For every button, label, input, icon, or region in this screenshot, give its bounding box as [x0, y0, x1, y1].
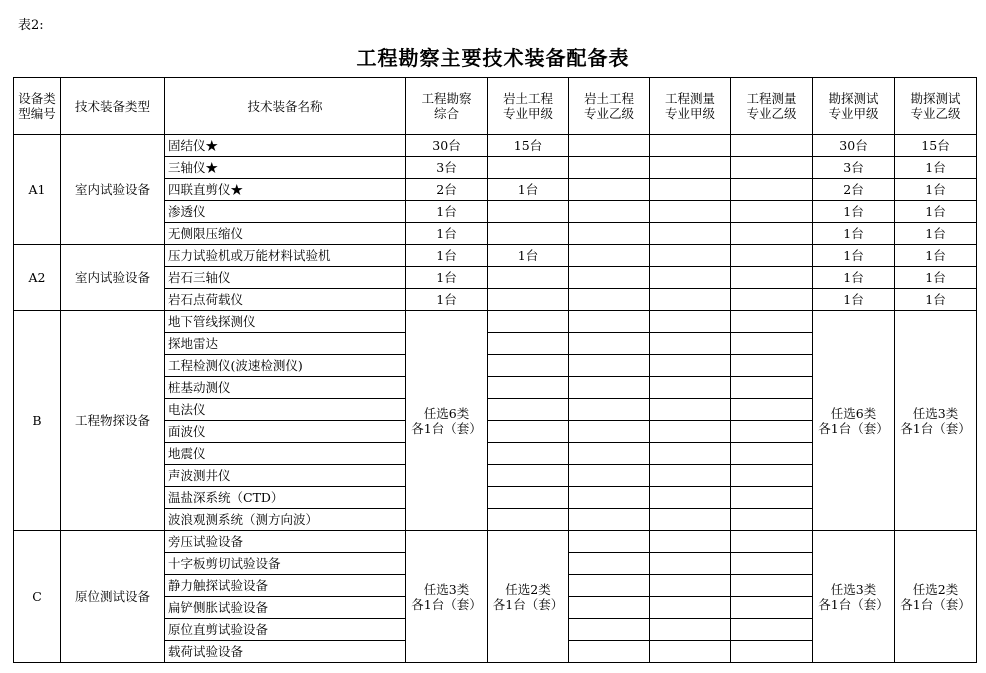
quantity-cell: [488, 333, 569, 355]
quantity-cell: [731, 333, 813, 355]
quantity-cell: 1台: [895, 245, 977, 267]
quantity-cell: [650, 223, 731, 245]
group-type-cell: 工程物探设备: [61, 311, 165, 531]
quantity-cell: [731, 377, 813, 399]
quantity-cell: [650, 245, 731, 267]
quantity-cell: [650, 179, 731, 201]
quantity-cell: [731, 465, 813, 487]
quantity-cell: [731, 597, 813, 619]
table-body: [14, 135, 977, 663]
quantity-cell: [569, 267, 650, 289]
quantity-cell: [650, 157, 731, 179]
header-cell: 工程测量 专业乙级: [731, 78, 813, 135]
quantity-cell: [650, 597, 731, 619]
quantity-cell: 30台: [813, 135, 895, 157]
quantity-cell: 任选3类 各1台（套）: [813, 531, 895, 663]
equipment-name-cell: 压力试验机或万能材料试验机: [165, 245, 406, 267]
quantity-cell: [731, 267, 813, 289]
group-code-cell: B: [14, 311, 61, 531]
quantity-cell: [650, 333, 731, 355]
equipment-name-cell: 扁铲侧胀试验设备: [165, 597, 406, 619]
quantity-cell: [650, 421, 731, 443]
quantity-cell: 3台: [406, 157, 488, 179]
header-cell: 勘探测试 专业乙级: [895, 78, 977, 135]
header-row: [14, 78, 977, 135]
quantity-cell: [731, 619, 813, 641]
equipment-name-cell: 地下管线探测仪: [165, 311, 406, 333]
table-row: [14, 531, 977, 553]
quantity-cell: [650, 487, 731, 509]
quantity-cell: 3台: [813, 157, 895, 179]
quantity-cell: 1台: [895, 289, 977, 311]
quantity-cell: 1台: [813, 289, 895, 311]
quantity-cell: [731, 135, 813, 157]
equipment-name-cell: 探地雷达: [165, 333, 406, 355]
quantity-cell: [731, 509, 813, 531]
header-cell: 设备类 型编号: [14, 78, 61, 135]
equipment-name-cell: 岩石点荷载仪: [165, 289, 406, 311]
equipment-table: [13, 77, 977, 663]
quantity-cell: 任选6类 各1台（套）: [406, 311, 488, 531]
quantity-cell: [569, 311, 650, 333]
quantity-cell: [569, 223, 650, 245]
quantity-cell: [488, 421, 569, 443]
quantity-cell: 15台: [895, 135, 977, 157]
quantity-cell: 1台: [895, 223, 977, 245]
quantity-cell: [731, 399, 813, 421]
equipment-name-cell: 工程检测仪(波速检测仪): [165, 355, 406, 377]
quantity-cell: 1台: [406, 201, 488, 223]
quantity-cell: 2台: [406, 179, 488, 201]
quantity-cell: [731, 421, 813, 443]
quantity-cell: 1台: [488, 179, 569, 201]
quantity-cell: [731, 245, 813, 267]
table-row: [14, 135, 977, 157]
quantity-cell: 任选6类 各1台（套）: [813, 311, 895, 531]
quantity-cell: 1台: [895, 267, 977, 289]
header-cell: 工程测量 专业甲级: [650, 78, 731, 135]
quantity-cell: [488, 201, 569, 223]
quantity-cell: [731, 311, 813, 333]
quantity-cell: [569, 135, 650, 157]
quantity-cell: [488, 465, 569, 487]
quantity-cell: [569, 157, 650, 179]
quantity-cell: 任选3类 各1台（套）: [406, 531, 488, 663]
equipment-name-cell: 十字板剪切试验设备: [165, 553, 406, 575]
equipment-name-cell: 桩基动测仪: [165, 377, 406, 399]
equipment-name-cell: 温盐深系统（CTD）: [165, 487, 406, 509]
table-number-label: 表2:: [18, 18, 44, 33]
quantity-cell: [488, 509, 569, 531]
quantity-cell: [650, 311, 731, 333]
equipment-name-cell: 固结仪★: [165, 135, 406, 157]
quantity-cell: [569, 641, 650, 663]
header-cell: 岩土工程 专业甲级: [488, 78, 569, 135]
quantity-cell: [488, 311, 569, 333]
equipment-name-cell: 渗透仪: [165, 201, 406, 223]
quantity-cell: 30台: [406, 135, 488, 157]
quantity-cell: [650, 201, 731, 223]
equipment-name-cell: 原位直剪试验设备: [165, 619, 406, 641]
quantity-cell: [731, 487, 813, 509]
quantity-cell: 1台: [813, 223, 895, 245]
quantity-cell: [650, 377, 731, 399]
quantity-cell: [569, 421, 650, 443]
quantity-cell: [569, 201, 650, 223]
equipment-name-cell: 无侧限压缩仪: [165, 223, 406, 245]
equipment-name-cell: 波浪观测系统（测方向波）: [165, 509, 406, 531]
table-row: [14, 311, 977, 333]
quantity-cell: [569, 179, 650, 201]
quantity-cell: [650, 267, 731, 289]
quantity-cell: [569, 443, 650, 465]
quantity-cell: [488, 223, 569, 245]
quantity-cell: [731, 289, 813, 311]
quantity-cell: [488, 487, 569, 509]
quantity-cell: [569, 399, 650, 421]
page-title: 工程勘察主要技术装备配备表: [356, 46, 630, 70]
quantity-cell: [650, 619, 731, 641]
group-code-cell: A2: [14, 245, 61, 311]
quantity-cell: 1台: [406, 289, 488, 311]
quantity-cell: 任选3类 各1台（套）: [895, 311, 977, 531]
quantity-cell: [569, 465, 650, 487]
quantity-cell: 任选2类 各1台（套）: [488, 531, 569, 663]
quantity-cell: 1台: [895, 201, 977, 223]
quantity-cell: 1台: [895, 179, 977, 201]
quantity-cell: 1台: [406, 267, 488, 289]
header-cell: 技术装备名称: [165, 78, 406, 135]
equipment-name-cell: 地震仪: [165, 443, 406, 465]
equipment-name-cell: 电法仪: [165, 399, 406, 421]
quantity-cell: [731, 201, 813, 223]
equipment-name-cell: 四联直剪仪★: [165, 179, 406, 201]
equipment-name-cell: 静力触探试验设备: [165, 575, 406, 597]
quantity-cell: [488, 355, 569, 377]
quantity-cell: [569, 509, 650, 531]
equipment-name-cell: 面波仪: [165, 421, 406, 443]
group-code-cell: C: [14, 531, 61, 663]
header-cell: 勘探测试 专业甲级: [813, 78, 895, 135]
quantity-cell: 任选2类 各1台（套）: [895, 531, 977, 663]
header-cell: 岩土工程 专业乙级: [569, 78, 650, 135]
quantity-cell: [650, 135, 731, 157]
quantity-cell: [488, 157, 569, 179]
quantity-cell: [731, 157, 813, 179]
quantity-cell: [569, 333, 650, 355]
group-type-cell: 室内试验设备: [61, 135, 165, 245]
quantity-cell: [731, 179, 813, 201]
quantity-cell: [488, 399, 569, 421]
quantity-cell: [569, 377, 650, 399]
quantity-cell: [650, 531, 731, 553]
quantity-cell: [650, 465, 731, 487]
quantity-cell: [488, 289, 569, 311]
quantity-cell: [731, 575, 813, 597]
quantity-cell: 1台: [813, 267, 895, 289]
quantity-cell: [569, 597, 650, 619]
quantity-cell: [650, 553, 731, 575]
equipment-name-cell: 载荷试验设备: [165, 641, 406, 663]
quantity-cell: 1台: [488, 245, 569, 267]
quantity-cell: [650, 355, 731, 377]
equipment-name-cell: 岩石三轴仪: [165, 267, 406, 289]
quantity-cell: [569, 575, 650, 597]
quantity-cell: [488, 377, 569, 399]
group-code-cell: A1: [14, 135, 61, 245]
quantity-cell: [731, 223, 813, 245]
quantity-cell: [650, 399, 731, 421]
quantity-cell: [569, 355, 650, 377]
quantity-cell: 1台: [813, 201, 895, 223]
header-cell: 技术装备类型: [61, 78, 165, 135]
quantity-cell: 1台: [895, 157, 977, 179]
quantity-cell: [569, 531, 650, 553]
equipment-name-cell: 三轴仪★: [165, 157, 406, 179]
quantity-cell: [488, 267, 569, 289]
equipment-name-cell: 声波测井仪: [165, 465, 406, 487]
quantity-cell: [731, 355, 813, 377]
quantity-cell: 1台: [813, 245, 895, 267]
quantity-cell: 1台: [406, 245, 488, 267]
quantity-cell: [650, 641, 731, 663]
quantity-cell: [731, 553, 813, 575]
quantity-cell: [488, 443, 569, 465]
quantity-cell: 1台: [406, 223, 488, 245]
quantity-cell: [731, 641, 813, 663]
quantity-cell: [650, 575, 731, 597]
quantity-cell: [731, 443, 813, 465]
equipment-name-cell: 旁压试验设备: [165, 531, 406, 553]
quantity-cell: [569, 289, 650, 311]
group-type-cell: 原位测试设备: [61, 531, 165, 663]
quantity-cell: 15台: [488, 135, 569, 157]
quantity-cell: [569, 245, 650, 267]
quantity-cell: [569, 619, 650, 641]
table-row: [14, 245, 977, 267]
quantity-cell: [731, 531, 813, 553]
header-cell: 工程勘察 综合: [406, 78, 488, 135]
quantity-cell: [569, 487, 650, 509]
quantity-cell: [650, 509, 731, 531]
quantity-cell: 2台: [813, 179, 895, 201]
quantity-cell: [569, 553, 650, 575]
quantity-cell: [650, 443, 731, 465]
group-type-cell: 室内试验设备: [61, 245, 165, 311]
quantity-cell: [650, 289, 731, 311]
